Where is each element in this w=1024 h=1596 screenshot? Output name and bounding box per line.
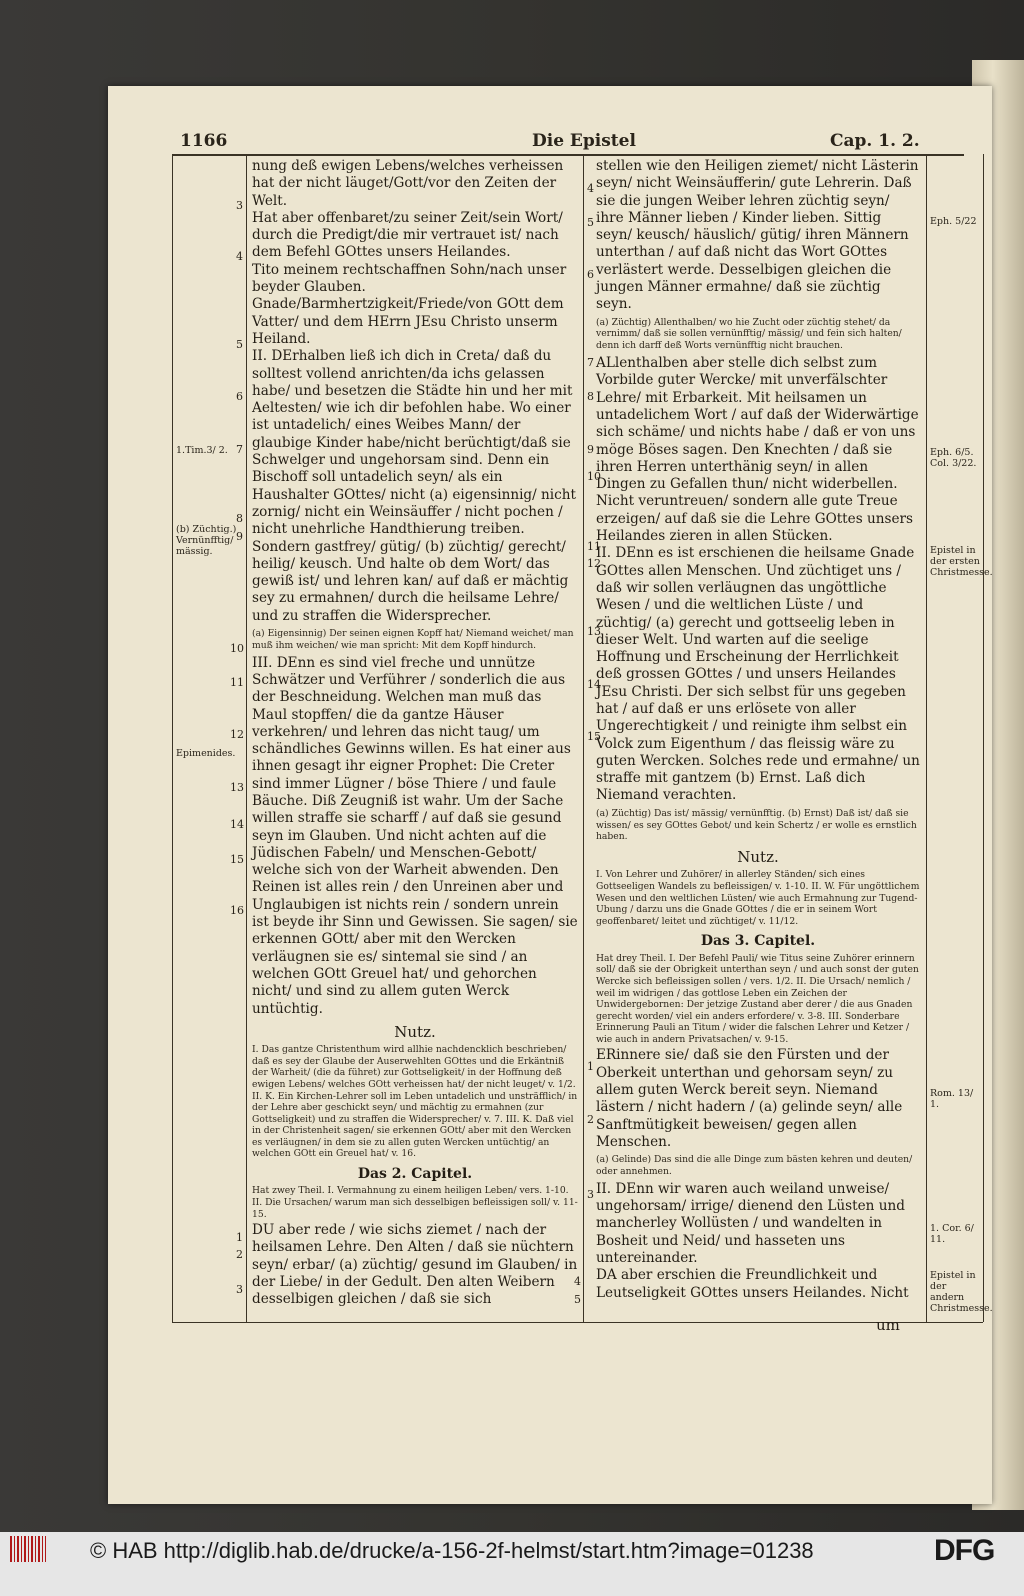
right-footnote-b: (a) Züchtig) Das ist/ mässig/ vernünfftig. (b) Ernst) Daß ist/ daß sie wissen/ es sey GOttes Gebot/ und kein Schertz / er wolle es ernstlich haben. — [596, 807, 917, 843]
left-paragraph-4: Gnade/Barmhertzigkeit/Friede/von GOtt dem Vatter/ und dem HErrn JEsu Christo unserm Heiland. — [252, 296, 564, 347]
margin-note-epistel-1: Epistel in der ersten Christmesse. — [930, 545, 993, 578]
left-nutz-text: I. Das gantze Christenthum wird allhie nachdencklich beschrieben/ daß es sey der Glaube der Auserwehlten GOttes und die Erkäntniß der Warheit/ (die da führet) zur Gottseligkeit/ in der Hoffnung deß ewigen Lebens/ welches GOtt verheissen hat/ der nicht leuget/ v. 1/2. II. K. Ein Kirchen-Lehrer soll im Leben untadelich und unsträfflich/ in der Lehre aber geschickt seyn/ und mächtig zu ermahnen (zur Gottseligkeit) und zu straffen die Widersprecher/ v. 7. III. K. Daß viel in der Christenheit sagen/ sie erkennen GOtt/ aber mit den Wercken es verläugnen/ in dem sie zu allen guten Wercken untüchtig/ an welchen GOtt ein Greuel hat/ v. 16. — [252, 1044, 578, 1160]
right-paragraph-3: II. DEnn es ist erschienen die heilsame Gnade GOttes allen Menschen. Und züchtiget uns / daß wir sollen verläugnen das ungöttliche Wesen / und die weltlichen Lüste / und züchtig/ (a) gerecht und gottseelig leben in dieser Welt. Und warten auf die seelige Hoffnung und Erscheinung der Herrlichkeit deß grossen GOttes / und unsers Heilandes JEsu Christi. Der sich selbst für uns gegeben hat / auf daß er uns erlösete von aller Ungerechtigkeit / und reinigte ihm selbst ein Volck zum Eigenthum / das fleissig wäre zu guten Wercken. Solches rede und ermahne/ un straffe mit gantzem (b) Ernst. Laß dich Niemand verachten. — [596, 545, 920, 804]
verse-number: 15 — [587, 730, 601, 743]
margin-rule-right-outer — [983, 154, 984, 1322]
margin-note-epimenides: Epimenides. — [176, 748, 236, 759]
verse-number: 14 — [587, 678, 601, 691]
chapter-2-title: Das 2. Capitel. — [357, 1166, 473, 1183]
verse-number: 2 — [587, 1113, 594, 1126]
verse-number: 8 — [587, 390, 594, 403]
verse-number: 3 — [236, 1283, 243, 1296]
verse-number: 5 — [587, 216, 594, 229]
left-paragraph-2: Hat aber offenbaret/zu seiner Zeit/sein Wort/ durch die Predigt/die mir vertrauet ist/ nach dem Befehl GOttes unsers Heilandes. — [252, 209, 563, 261]
margin-note-tim: 1.Tim.3/ 2. — [176, 445, 228, 456]
margin-rule-left-outer — [172, 154, 173, 1322]
verse-number: 5 — [574, 1293, 581, 1306]
running-title: Die Epistel — [532, 131, 636, 151]
margin-note-epistel-2: Epistel in der andern Christmesse. — [930, 1270, 993, 1314]
left-paragraph-6: III. DEnn es sind viel freche und unnütze Schwätzer und Verführer / sonderlich die aus der Beschneidung. Welchen man muß das Maul stopffen/ die da gantze Häuser verkehren/ und lehren das nicht taug/ um schändliches Gewinns willen. Es hat einer aus ihnen gesagt ihr eigner Prophet: Die Creter sind immer Lügner / böse Thiere / und faule Bäuche. Diß Zeugniß ist wahr. Um der Sache willen straffe sie scharff / auf daß sie gesund seyn im Glauben. Und nicht achten auf die Jüdischen Fabeln/ und Menschen-Gebott/ welche sich von der Warheit abwenden. Den Reinen ist alles rein / den Unreinen aber und Unglaubigen ist nichts rein / sondern unrein ist beyde ihr Sinn und Gewissen. Sie sagen/ sie erkennen GOtt/ aber mit den Wercken verläugnen sie es/ sintemal sie sind / an welchen GOtt Greuel hat/ und gehorchen nicht/ und sind zu allem guten Werck untüchtig. — [252, 654, 578, 1017]
footer-credit-link[interactable]: © HAB http://diglib.hab.de/drucke/a-156-2f-helmst/start.htm?image=01238 — [90, 1538, 814, 1563]
chapter-2-text: DU aber rede / wie sichs ziemet / nach der heilsamen Lehre. Den Alten / daß sie nüchtern seyn/ erbar/ (a) züchtig/ gesund im Glauben/ in der Liebe/ in der Gedult. Den alten Weibern desselbigen gleichen / daß sie sich — [252, 1222, 578, 1308]
verse-number: 4 — [574, 1275, 581, 1288]
verse-number: 12 — [587, 557, 601, 570]
chapter-3-summary: Hat drey Theil. I. Der Befehl Pauli/ wie Titus seine Zuhörer erinnern soll/ daß sie der Obrigkeit unterthan seyn / und auch sonst der guten Wercke sich befleissigen sollen / vers. 1/2. II. Die Ursach/ nemlich / weil im widrigen / das gottlose Leben ein Zeichen der Unwidergebornen: Der jetzige Zustand aber derer / die aus Gnaden gerecht worden/ viel ein anders erfordere/ v. 3-8. III. Sonderbare Erinnerung Pauli an Titum / wider die falschen Lehrer und Ketzer / wie auch in andern Privatsachen/ v. 9-15. — [596, 952, 919, 1045]
verse-number: 3 — [236, 199, 243, 212]
verse-number: 11 — [587, 540, 601, 553]
chapter-2-summary: Hat zwey Theil. I. Vermahnung zu einem heiligen Leben/ vers. 1-10. II. Die Ursachen/ warum man sich desselbigen befleissigen soll/ v. 11-15. — [252, 1185, 578, 1220]
verse-number: 6 — [587, 268, 594, 281]
verse-number: 10 — [230, 642, 244, 655]
verse-number: 7 — [236, 443, 243, 456]
right-paragraph-2: ALlenthalben aber stelle dich selbst zum Vorbilde guter Wercke/ mit unverfälschter Lehre/ mit Erbarkeit. Mit heilsamen un untadelichem Wort / auf daß der Widerwärtige sich schäme/ und nichts habe / daß er von uns möge Böses sagen. Den Knechten / daß sie ihren Herren unterthänig seyn/ in allen Dingen zu Gefallen thun/ nicht widerbellen. Nicht veruntreuen/ sondern alle gute Treue erzeigen/ auf daß sie die Lehre GOttes unsers Heilandes zieren in allen Stücken. — [596, 355, 919, 545]
right-footnote-c: (a) Gelinde) Das sind die alle Dinge zum bästen kehren und deuten/ oder annehmen. — [596, 1154, 913, 1178]
header-rule — [172, 154, 964, 156]
bottom-rule — [172, 1322, 983, 1323]
left-nutz-title: Nutz. — [394, 1022, 436, 1041]
left-paragraph-5: II. DErhalben ließ ich dich in Creta/ daß du solltest vollend anrichten/da ichs gelassen habe/ und besetzen die Städte hin und her mit Aeltesten/ wie ich dir befohlen habe. Wo einer ist untadelich/ eines Weibes Mann/ der glaubige Kinder habe/nicht berüchtigt/daß sie Schwelger und ungehorsam sind. Denn ein Bischoff soll untadelich seyn/ als ein Haushalter GOttes/ nicht (a) eigensinnig/ nicht zornig/ nicht ein Weinsäuffer / nicht pochen / nicht unehrliche Handthierung treiben. Sondern gastfrey/ gütig/ (b) züchtig/ gerecht/ heilig/ keusch. Und halte ob dem Wort/ das gewiß ist/ und lehren kan/ auf daß er mächtig sey zu ermahnen/ durch die heilsame Lehre/ und zu straffen die Widersprecher. — [252, 348, 576, 624]
chapter-3-text: ERinnere sie/ daß sie den Fürsten und der Oberkeit unterthan und gehorsam seyn/ zu allem guten Werck bereit seyn. Niemand lästern / nicht hadern / (a) gelinde seyn/ alle Sanftmütigkeit beweisen/ gegen allen Menschen. — [596, 1047, 903, 1150]
footer-bar — [0, 1532, 1024, 1596]
margin-note-cor6: 1. Cor. 6/ 11. — [930, 1223, 974, 1245]
chapter-heading: Cap. 1. 2. — [830, 131, 920, 151]
verse-number: 12 — [230, 728, 244, 741]
chapter-3-text-3: DA aber erschien die Freundlichkeit und Leutseligkeit GOttes unsers Heilandes. Nicht — [596, 1267, 909, 1301]
verse-number: 7 — [587, 356, 594, 369]
catchword: um — [876, 1316, 900, 1334]
right-footnote-a: (a) Züchtig) Allenthalben/ wo hie Zucht oder züchtig stehet/ da vernimm/ daß sie sollen vernünfftig/ mässig/ und fein sich halten/ denn ich darff deß Worts vernünfftig nicht brauchen. — [596, 316, 902, 352]
dfg-logo: DFG — [934, 1534, 995, 1567]
left-paragraph-3: Tito meinem rechtschaffnen Sohn/nach unser beyder Glauben. — [252, 261, 567, 296]
chapter-3-title: Das 3. Capitel. — [700, 933, 816, 950]
page-number: 1166 — [180, 131, 228, 151]
verse-number: 3 — [587, 1188, 594, 1201]
right-nutz-title: Nutz. — [737, 848, 779, 867]
verse-number: 5 — [236, 338, 243, 351]
verse-number: 1 — [587, 1060, 594, 1073]
verse-number: 1 — [236, 1231, 243, 1244]
verse-number: 14 — [230, 818, 244, 831]
verse-number: 6 — [236, 390, 243, 403]
verse-number: 4 — [236, 250, 243, 263]
margin-note-rom13: Rom. 13/ 1. — [930, 1088, 974, 1110]
barcode-icon — [10, 1536, 46, 1562]
verse-number: 15 — [230, 853, 244, 866]
left-column — [252, 158, 578, 1309]
margin-rule-left-inner — [246, 154, 247, 1322]
verse-number: 16 — [230, 904, 244, 917]
verse-number: 10 — [587, 470, 601, 483]
verse-number: 8 — [236, 512, 243, 525]
left-paragraph-1: nung deß ewigen Lebens/welches verheissen hat der nicht läuget/Gott/vor den Zeiten der Welt. — [252, 158, 564, 209]
margin-note-eph5: Eph. 5/22 — [930, 216, 977, 227]
verse-number: 4 — [587, 182, 594, 195]
verse-number: 11 — [230, 676, 244, 689]
verse-number: 9 — [236, 530, 243, 543]
verse-number: 9 — [587, 443, 594, 456]
margin-note-zuechtig: (b) Züchtig.) Vernünfftig/ mässig. — [176, 524, 237, 557]
right-column — [596, 158, 920, 1302]
verse-number: 13 — [230, 781, 244, 794]
margin-rule-right-inner — [926, 154, 927, 1322]
left-footnote-a: (a) Eigensinnig) Der seinen eignen Kopff hat/ Niemand weichet/ man muß ihm weichen/ wie man spricht: Mit dem Kopff hindurch. — [252, 628, 574, 651]
column-divider — [583, 154, 584, 1322]
right-nutz-text: I. Von Lehrer und Zuhörer/ in allerley Ständen/ sich eines Gottseeligen Wandels zu befleissigen/ v. 1-10. II. W. Für ungöttlichem Wesen und den weltlichen Lüsten/ wie auch Ermahnung zur Tugend-Ubung / darzu uns die Gnade GOttes / die er in seinem Wort geoffenbaret/ leitet und züchtiget/ v. 11/12. — [596, 869, 920, 927]
verse-number: 2 — [236, 1248, 243, 1261]
right-paragraph-1: stellen wie den Heiligen ziemet/ nicht Lästerin seyn/ nicht Weinsäufferin/ gute Lehrerin. Daß sie die jungen Weiber lehren züchtig seyn/ ihre Männer lieben / Kinder lieben. Sittig seyn/ keusch/ häuslich/ gütig/ ihren Männern unterthan / auf daß nicht das Wort GOttes verlästert werde. Desselbigen gleichen die jungen Männer ermahne/ daß sie züchtig seyn. — [596, 158, 919, 313]
verse-number: 13 — [587, 625, 601, 638]
margin-note-eph6: Eph. 6/5. Col. 3/22. — [930, 447, 977, 469]
chapter-3-text-2: II. DEnn wir waren auch weiland unweise/ ungehorsam/ irrige/ dienend den Lüsten und mancherley Wollüsten / und wandelten in Bosheit und Neid/ und hasseten uns untereinander. — [596, 1180, 905, 1267]
